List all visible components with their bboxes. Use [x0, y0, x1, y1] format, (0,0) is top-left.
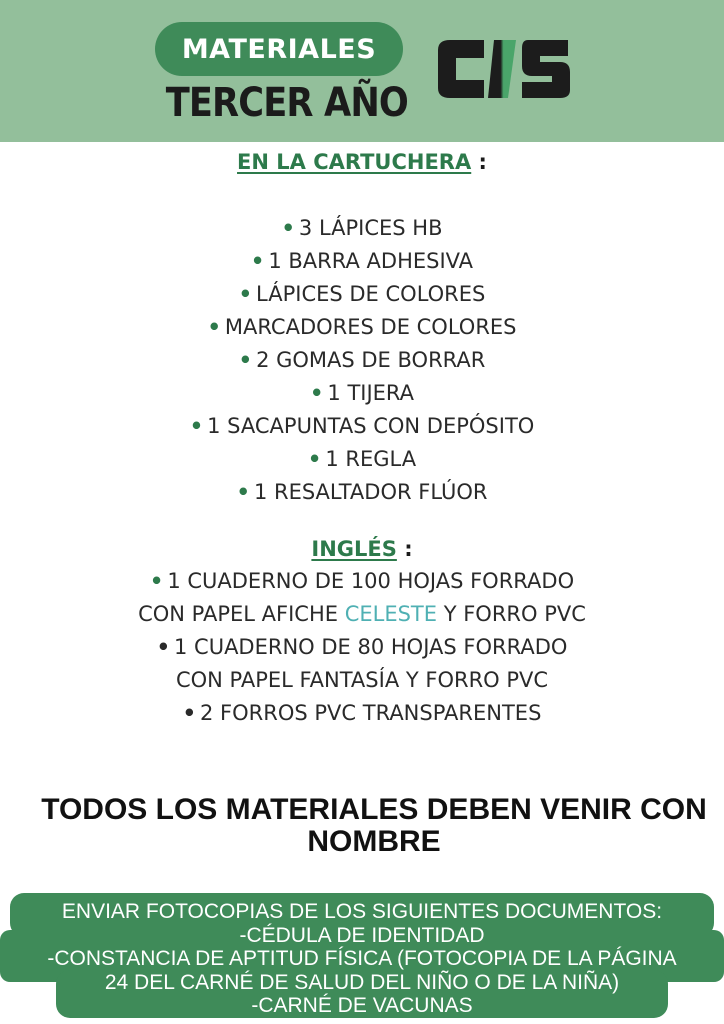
documents-line: -CARNÉ DE VACUNAS	[251, 994, 473, 1017]
cartuchera-list	[0, 212, 724, 509]
list-item: • 1 RESALTADOR FLÚOR	[236, 480, 488, 504]
list-item: • 3 LÁPICES HB	[281, 216, 443, 240]
list-item: • 1 CUADERNO DE 80 HOJAS FORRADO	[156, 635, 568, 659]
celeste-word: CELESTE	[344, 602, 438, 626]
documents-text	[0, 900, 724, 1018]
cartuchera-colon: :	[478, 150, 487, 174]
list-item: • 2 GOMAS DE BORRAR	[238, 348, 486, 372]
list-item: • 1 CUADERNO DE 100 HOJAS FORRADO	[149, 569, 575, 593]
list-item: • 1 REGLA	[307, 447, 417, 471]
list-item: • 1 BARRA ADHESIVA	[250, 249, 474, 273]
materiales-pill: MATERIALES	[155, 22, 403, 76]
list-item: • 1 SACAPUNTAS CON DEPÓSITO	[189, 414, 535, 438]
ingles-heading	[0, 537, 724, 561]
notice-line-1: TODOS LOS MATERIALES DEBEN VENIR CON	[41, 793, 707, 826]
documents-line: -CÉDULA DE IDENTIDAD	[239, 923, 485, 947]
ingles-title: INGLÉS	[311, 537, 397, 561]
tercer-ano-title: TERCER AÑO	[165, 80, 408, 126]
documents-line: -CONSTANCIA DE APTITUD FÍSICA (FOTOCOPIA DE LA PÁGINA	[47, 947, 677, 970]
header-banner	[0, 0, 724, 142]
documents-line: ENVIAR FOTOCOPIAS DE LOS SIGUIENTES DOCUMENTOS:	[61, 900, 663, 923]
list-item: • 2 FORROS PVC TRANSPARENTES	[182, 701, 542, 725]
list-item-continuation: CON PAPEL AFICHE CELESTE Y FORRO PVC	[138, 602, 586, 626]
name-notice	[0, 794, 724, 858]
cartuchera-heading	[0, 150, 724, 174]
notice-line-2: NOMBRE	[307, 825, 441, 858]
list-item: • LÁPICES DE COLORES	[238, 282, 486, 306]
list-item-continuation: CON PAPEL FANTASÍA Y FORRO PVC	[175, 668, 549, 692]
documents-line: 24 DEL CARNÉ DE SALUD DEL NIÑO O DE LA NIÑA)	[104, 970, 620, 994]
cartuchera-title: EN LA CARTUCHERA	[237, 150, 472, 174]
cis-logo	[428, 36, 574, 102]
ingles-list	[0, 565, 724, 730]
ingles-colon: :	[404, 537, 413, 561]
list-item: • MARCADORES DE COLORES	[207, 315, 517, 339]
list-item: • 1 TIJERA	[309, 381, 415, 405]
